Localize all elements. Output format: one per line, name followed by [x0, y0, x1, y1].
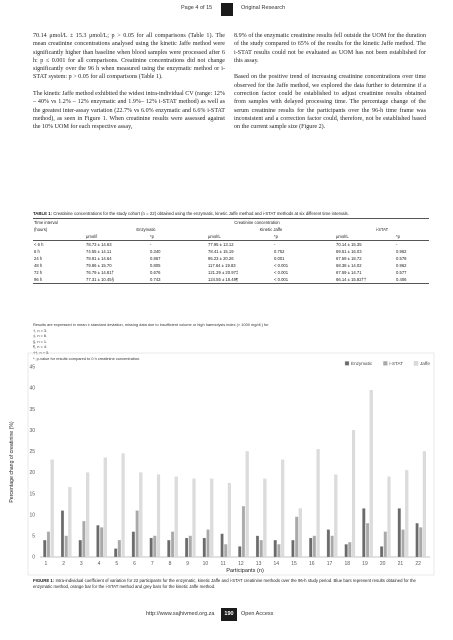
- time-header-unit: (hours): [34, 227, 48, 232]
- section-label: Original Research: [241, 5, 286, 11]
- paragraph: The kinetic Jaffe method exhibited the widest intra-individual CV (range: 12% – 40% vs 1.2% – 12% enzymatic and 1.9%– 12% i-STAT method) as well as the greatest inter-assay variation (22.7% vs 6.0% enzymatic and 6.6% i-STAT method), as seen in Figure 1. When creatinine results were assessed against the 10% UOM for each respective assay,: [33, 91, 226, 131]
- x-tick-label: 8: [168, 561, 172, 567]
- x-tick-label: 22: [415, 561, 421, 567]
- table-note: ‡, n = 6.: [33, 333, 48, 339]
- subheader: μmol/L: [335, 233, 395, 241]
- x-tick-label: 5: [115, 561, 119, 567]
- y-tick-label: 15: [29, 491, 35, 498]
- bar-i-stat: [313, 536, 316, 557]
- bar-i-stat: [136, 511, 139, 557]
- bar-enzymatic: [96, 525, 99, 557]
- bar-enzymatic: [221, 534, 224, 557]
- legend-label: Enzymatic: [351, 361, 373, 366]
- bar-jaffe: [86, 473, 89, 557]
- bar-i-stat: [384, 532, 387, 557]
- x-axis-label: Participants (n): [226, 568, 264, 574]
- table-cell: 0.743: [149, 276, 207, 284]
- bar-i-stat: [260, 540, 263, 557]
- y-tick-label: 0: [32, 554, 35, 561]
- table-caption-text: Creatinine concentrations for the study cohort (n = 22) obtained using the enzymatic, kinetic Jaffe method and i-STAT methods at six different time intervals.: [52, 211, 349, 216]
- x-tick-label: 2: [62, 561, 65, 567]
- subheader: *p: [395, 233, 429, 241]
- bar-i-stat: [348, 542, 351, 557]
- table-cell: 0.962: [396, 249, 407, 254]
- table-cell: 78.41 ± 15.19: [208, 249, 234, 254]
- paragraph: 70.14 μmol/L ± 15.3 μmol/L; p > 0.05 for all comparisons (Table 1). The mean creatinine concentrations analysed using the kinetic Jaffe method were significantly higher than baseline when blood samples were processed after 6 h: p ≤ 0.001 for all comparisons. Creatinine concentrations did not change significantly over the 96 h when measured using the enzymatic method or i-STAT system: p > 0.05 for all comparisons (Table 1).: [33, 33, 225, 81]
- bar-i-stat: [366, 523, 369, 557]
- table-cell: 66.14 ± 15.82††: [335, 276, 395, 284]
- bar-jaffe: [139, 473, 142, 557]
- x-tick-label: 10: [202, 561, 209, 567]
- bar-enzymatic: [79, 540, 82, 557]
- x-tick-label: 1: [44, 561, 48, 567]
- table-cell: -: [274, 242, 276, 247]
- bar-jaffe: [175, 477, 178, 557]
- x-tick-label: 4: [97, 561, 101, 567]
- y-tick-label: 30: [29, 427, 35, 434]
- y-axis-label: Percentage chang of creatinine (%): [9, 421, 15, 503]
- bar-jaffe: [370, 390, 373, 557]
- table-cell: 78.73 ± 14.63: [86, 242, 112, 247]
- method-header: Kinetic Jaffe: [259, 227, 283, 232]
- bar-i-stat: [242, 506, 245, 557]
- bar-jaffe: [210, 479, 213, 557]
- bar-i-stat: [277, 544, 280, 557]
- table-cell: 69.51 ± 16.03: [336, 249, 362, 254]
- bar-enzymatic: [274, 540, 277, 557]
- table-cell: -: [396, 242, 398, 247]
- bar-jaffe: [68, 487, 71, 557]
- legend-label: Jaffe: [420, 361, 430, 366]
- table-cell: -: [150, 242, 152, 247]
- table-cell: 72 h: [34, 270, 43, 275]
- table-cell: 121.29 ± 20.97‡: [208, 270, 239, 275]
- legend-swatch: [345, 361, 349, 365]
- table-cell: 0.577: [396, 270, 407, 275]
- x-tick-label: 17: [326, 561, 333, 567]
- table-cell: 77.95 ± 13.12: [208, 242, 234, 247]
- page-number: 190: [221, 608, 237, 621]
- table-cell: 78.91 ± 14.64: [86, 256, 112, 261]
- bar-jaffe: [388, 477, 391, 557]
- x-tick-label: 9: [186, 561, 190, 567]
- table-cell: 0.340: [150, 249, 161, 254]
- bar-enzymatic: [167, 540, 170, 557]
- legend-swatch: [414, 361, 418, 365]
- table-cell: 0.676: [150, 270, 161, 275]
- bar-i-stat: [82, 521, 85, 557]
- bar-i-stat: [402, 530, 405, 557]
- paragraph: 8.9% of the enzymatic creatinine results fell outside the UOM for the duration of the study compared to 65% of the results for the kinetic Jaffe method. The i-STAT results could not be evaluated as UOM has not been established for this assay.: [234, 33, 426, 64]
- table-note: §, n = 1.: [33, 338, 48, 344]
- subheader: μmol/l: [85, 233, 149, 241]
- bar-enzymatic: [150, 538, 153, 557]
- x-tick-label: 14: [273, 561, 280, 567]
- bar-jaffe: [352, 430, 355, 557]
- bar-jaffe: [228, 483, 231, 557]
- y-tick-label: 5: [32, 533, 35, 540]
- x-tick-label: 3: [79, 561, 83, 567]
- table-cell: < 0.001: [274, 270, 289, 275]
- open-access-label: Open Access: [241, 611, 274, 617]
- bar-jaffe: [334, 475, 337, 557]
- bar-enzymatic: [132, 532, 135, 557]
- bar-enzymatic: [43, 540, 46, 557]
- method-header: i-STAT: [375, 227, 389, 232]
- bar-jaffe: [263, 479, 266, 557]
- bar-jaffe: [193, 479, 196, 557]
- bar-jaffe: [423, 451, 426, 557]
- table-cell: 0.867: [150, 256, 161, 261]
- bar-i-stat: [207, 530, 210, 557]
- table-cell: 117.64 ± 19.83: [208, 263, 236, 268]
- table-note: Results are expressed in mean ± standard deviation, missing data due to insufficient volume or high haemolysis index (> 1000 mg/dl.) for: [33, 322, 269, 327]
- table-note: *, p-value for results compared to 0 h creatinine concentration.: [33, 355, 141, 361]
- bar-enzymatic: [61, 511, 64, 557]
- bar-i-stat: [153, 536, 156, 557]
- bar-i-stat: [47, 532, 50, 557]
- x-tick-label: 6: [133, 561, 136, 567]
- table-cell: 48 h: [34, 263, 43, 268]
- y-tick-label: 25: [29, 449, 35, 456]
- x-tick-label: 21: [397, 561, 404, 567]
- subheader: *p: [149, 233, 207, 241]
- figure-caption: [33, 578, 433, 590]
- x-tick-label: 12: [238, 561, 244, 567]
- bar-enzymatic: [185, 538, 188, 557]
- bar-enzymatic: [362, 508, 365, 557]
- bar-i-stat: [419, 527, 422, 557]
- x-tick-label: 18: [344, 561, 351, 567]
- bar-i-stat: [118, 540, 121, 557]
- bar-i-stat: [65, 536, 68, 557]
- x-tick-label: 19: [362, 561, 368, 567]
- bar-enzymatic: [398, 508, 401, 557]
- table-cell: 0.406: [395, 276, 429, 284]
- x-tick-label: 15: [291, 561, 297, 567]
- table-cell: 0.962: [396, 263, 407, 268]
- x-tick-label: 13: [255, 561, 262, 567]
- table-cell: 79.86 ± 15.70: [86, 263, 112, 268]
- table-caption-label: TABLE 1:: [33, 211, 53, 216]
- bar-i-stat: [295, 517, 298, 557]
- x-tick-label: 16: [308, 561, 315, 567]
- table-cell: 74.55 ± 14.11: [86, 249, 112, 254]
- table-cell: 124.55 ± 18.49¶: [207, 276, 273, 284]
- bar-enzymatic: [327, 530, 330, 557]
- table-cell: 6 h: [34, 249, 40, 254]
- table-cell: 68.38 ± 14.02: [336, 263, 362, 268]
- paragraph: Based on the positive trend of increasing creatinine concentrations over time observed for the Jaffe method, we explored the data further to determine if a correction factor could be established to adjust creatinine results obtained from samples with delayed processing time. The percentage change of the serum creatinine results for the participants over the 96-h time frame was inconsistent and a correction factor could, therefore, not be established based on the current sample size (Figure 2).: [234, 74, 426, 131]
- x-tick-label: 20: [379, 561, 386, 567]
- bar-i-stat: [331, 536, 334, 557]
- table-cell: 0.001: [274, 256, 285, 261]
- table-cell: < 0.001: [273, 276, 335, 284]
- bar-i-stat: [224, 544, 227, 557]
- bar-enzymatic: [256, 536, 259, 557]
- y-tick-label: 40: [29, 385, 35, 392]
- table-cell: 77.31 ± 10.45§: [85, 276, 149, 284]
- bar-i-stat: [100, 527, 103, 557]
- y-tick-label: 35: [29, 406, 35, 413]
- bar-enzymatic: [238, 546, 241, 557]
- table-cell: < 6 h: [34, 242, 44, 247]
- y-tick-label: 45: [29, 364, 35, 371]
- bar-i-stat: [171, 532, 174, 557]
- table-cell: 67.59 ± 14.71: [336, 270, 362, 275]
- table-cell: 0.752: [274, 249, 285, 254]
- bar-enzymatic: [309, 538, 312, 557]
- figure-caption-label: FIGURE 1:: [33, 578, 55, 583]
- bar-enzymatic: [203, 538, 206, 557]
- bar-enzymatic: [380, 546, 383, 557]
- x-tick-label: 11: [220, 561, 226, 567]
- bar-enzymatic: [416, 523, 419, 557]
- legend-swatch: [383, 361, 387, 365]
- subheader: *p: [273, 233, 335, 241]
- table-cell: 96 h: [33, 276, 85, 284]
- figure-caption-text: Intra-individual coefficient of variation for 22 participants for the enzymatic, kinetic Jaffe and i-STAT creatinine methods over the 96-h study period. Blue bars represent results obtained for the enzymatic method, orange bar for the i-STAT method and grey bars for the kinetic Jaffe method.: [33, 578, 416, 589]
- bar-i-stat: [189, 536, 192, 557]
- subheader: μmol/L: [207, 233, 273, 241]
- table-cell: 70.14 ± 15.35: [336, 242, 362, 247]
- bar-jaffe: [405, 470, 408, 557]
- bar-jaffe: [317, 449, 320, 557]
- table-cell: < 0.001: [274, 263, 289, 268]
- bar-jaffe: [51, 460, 54, 557]
- x-tick-label: 7: [150, 561, 154, 567]
- bar-jaffe: [122, 454, 125, 557]
- bar-enzymatic: [291, 540, 294, 557]
- bar-jaffe: [246, 451, 249, 557]
- legend-label: i-STAT: [389, 361, 404, 366]
- table-cell: 67.59 ± 18.72: [336, 256, 362, 261]
- bar-enzymatic: [345, 544, 348, 557]
- bar-jaffe: [157, 475, 160, 557]
- bar-jaffe: [104, 458, 107, 557]
- y-tick-label: 10: [29, 512, 35, 519]
- group-header: Creatinine concentration: [85, 219, 429, 227]
- method-header: Enzymatic: [136, 227, 156, 232]
- table-cell: 24 h: [34, 256, 43, 261]
- page-footer: [0, 608, 453, 622]
- bar-enzymatic: [114, 549, 117, 557]
- table-note: ††, n = 5.: [33, 349, 50, 355]
- table-cell: 76.79 ± 14.81†: [86, 270, 114, 275]
- table-note: †, n = 3.: [33, 327, 48, 333]
- table-cell: 0.578: [396, 256, 407, 261]
- y-tick-label: 20: [29, 470, 35, 477]
- table-cell: 0.805: [150, 263, 161, 268]
- table-note: ¶, n = 4.: [33, 344, 48, 350]
- table-cell: 95.23 ± 20.26: [208, 256, 234, 261]
- page-label: Page 4 of 15: [181, 5, 213, 11]
- bar-jaffe: [299, 508, 302, 557]
- bar-jaffe: [281, 460, 284, 557]
- journal-url-link[interactable]: http://www.sajhivmed.org.za: [146, 611, 215, 617]
- time-header: Time interval: [33, 219, 85, 227]
